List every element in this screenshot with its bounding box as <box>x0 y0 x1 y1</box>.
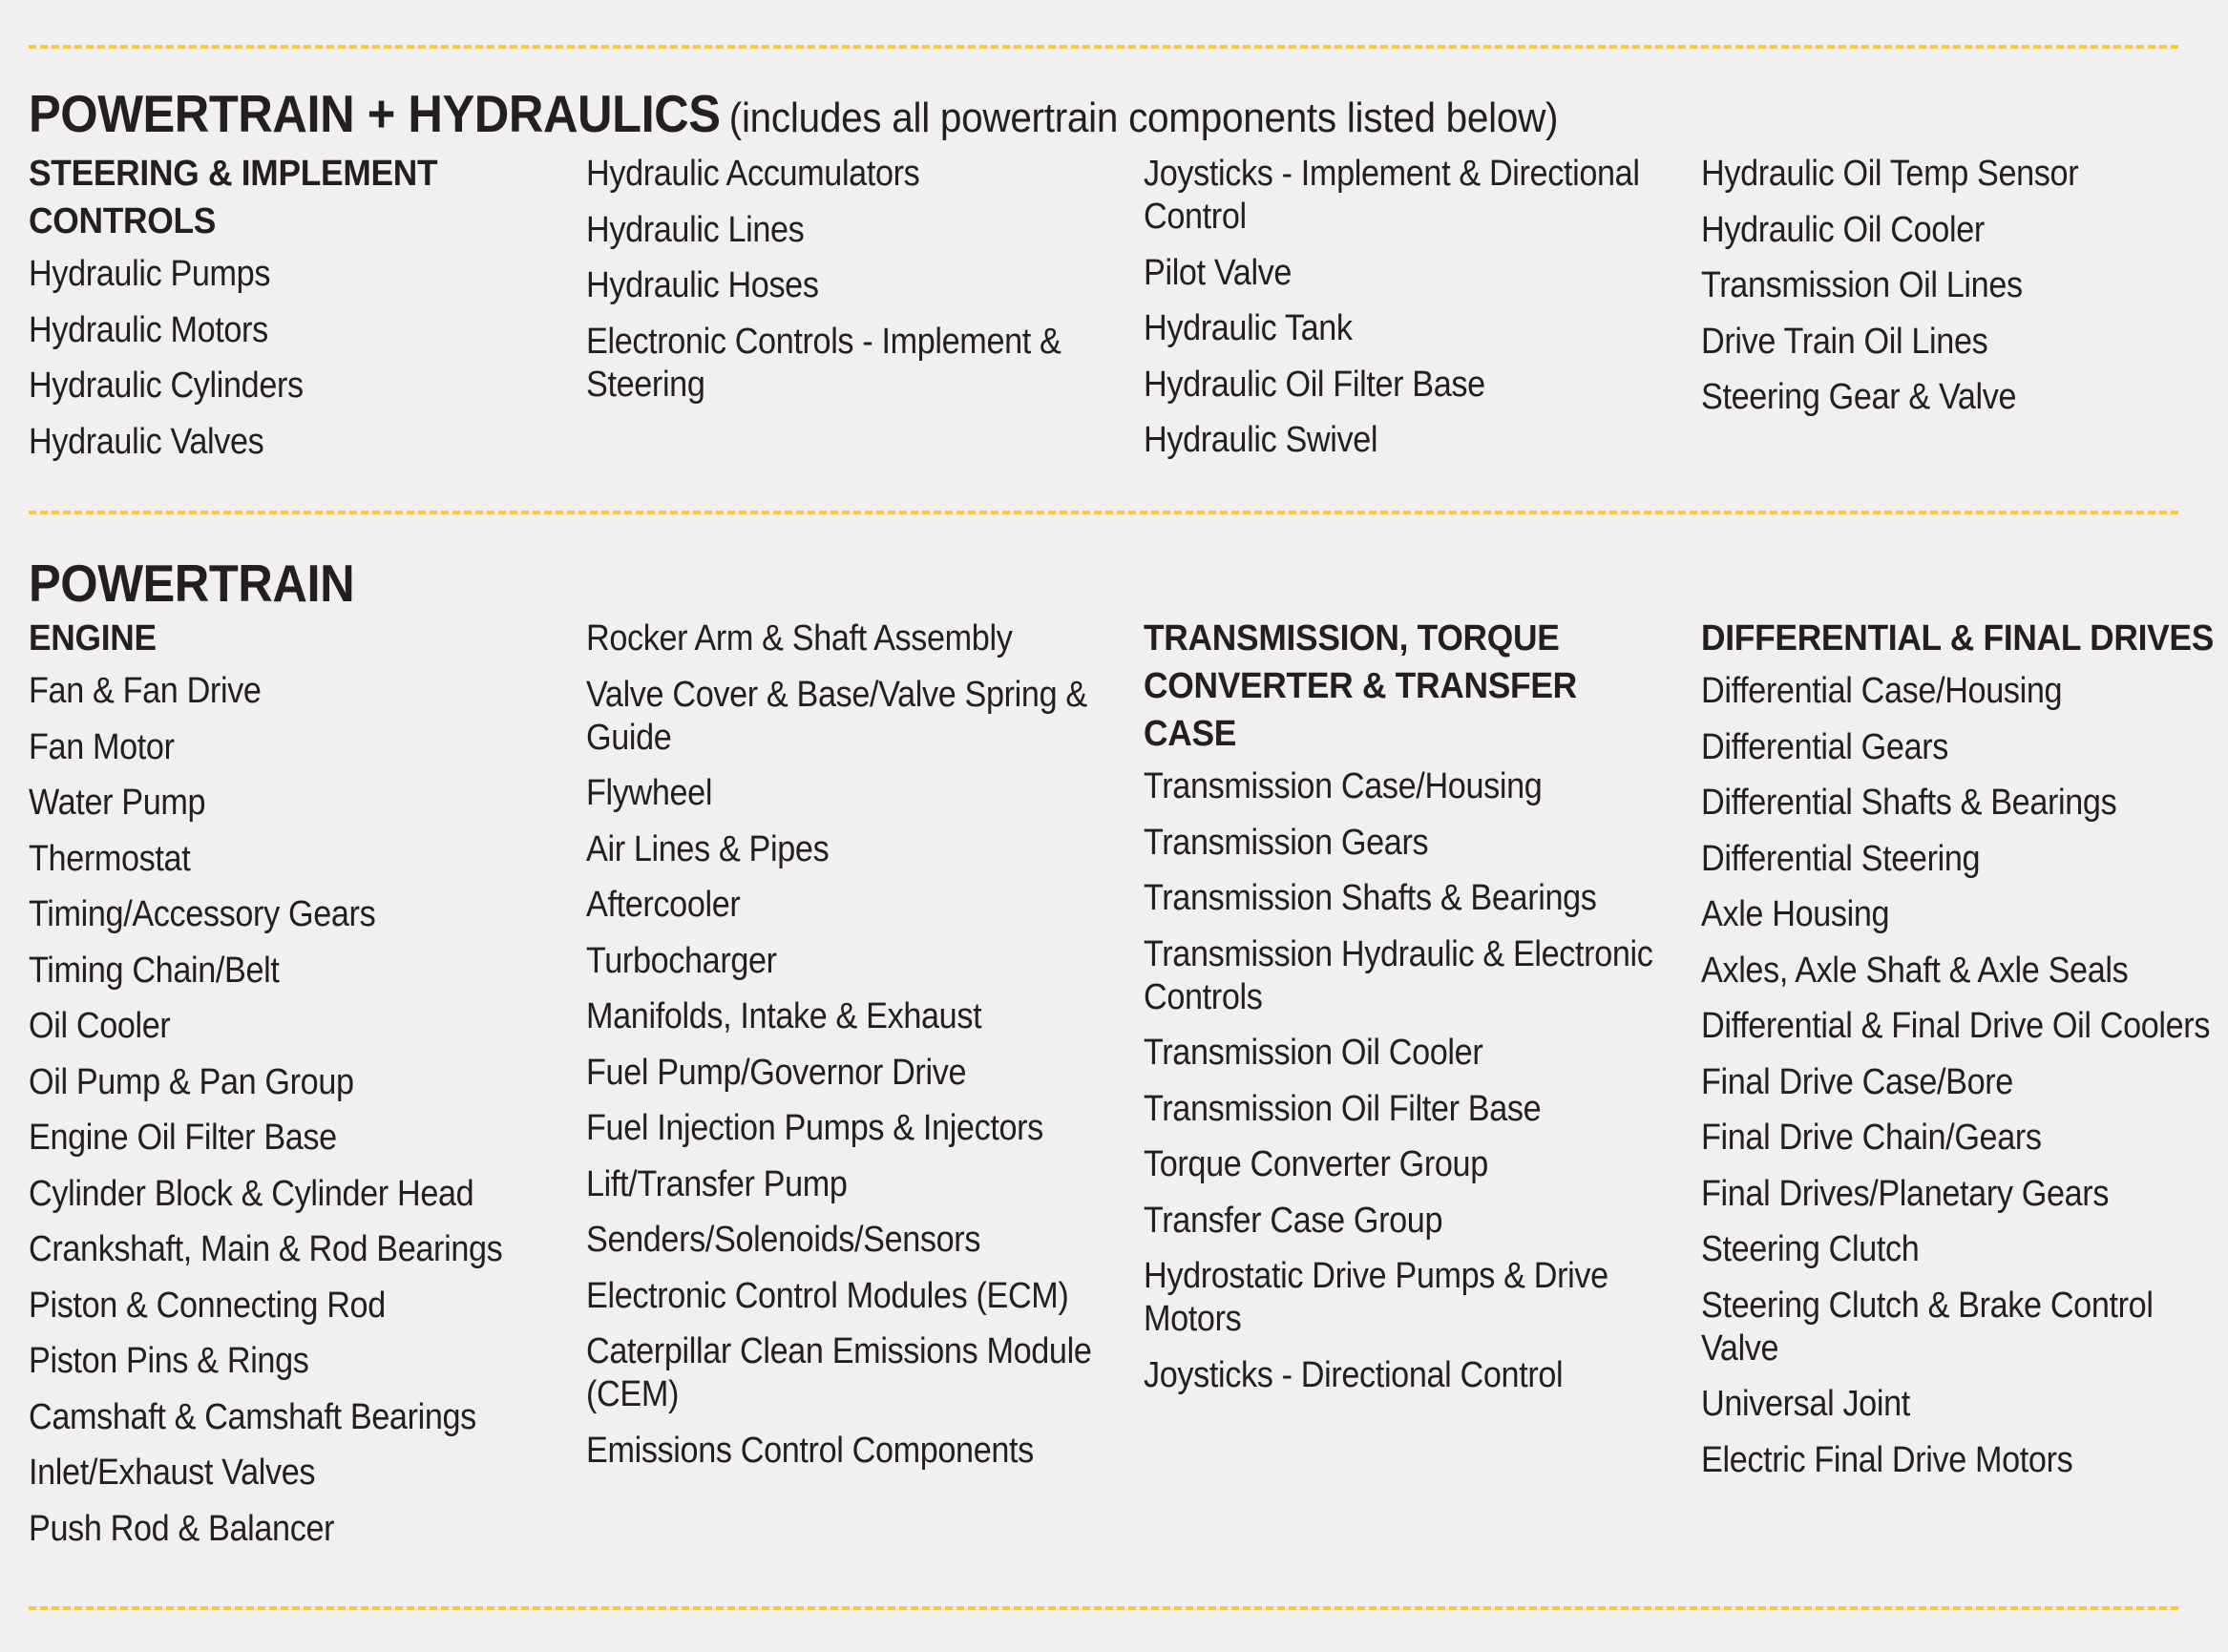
item-list <box>1144 153 1678 462</box>
item-list <box>29 253 563 464</box>
column-hydraulic-lines <box>586 150 1121 419</box>
list-item: Universal Joint <box>1701 1384 1910 1424</box>
list-item: Timing Chain/Belt <box>29 950 280 991</box>
list-item: Transmission Hydraulic & Electronic Controls <box>1144 933 1653 1017</box>
column-engine <box>29 615 563 1563</box>
list-item: Electronic Control Modules (ECM) <box>586 1275 1069 1316</box>
list-item: Flywheel <box>586 773 713 813</box>
divider-bottom <box>29 1606 2178 1610</box>
list-item: Transmission Gears <box>1144 822 1429 863</box>
list-item: Water Pump <box>29 783 206 823</box>
list-item: Lift/Transfer Pump <box>586 1163 848 1204</box>
list-item: Transmission Oil Cooler <box>1144 1033 1483 1073</box>
list-item: Hydraulic Motors <box>29 309 268 350</box>
list-item: Steering Clutch & Brake Control Valve <box>1701 1285 2154 1369</box>
divider-top <box>29 45 2178 49</box>
column-transmission <box>1144 615 1678 1410</box>
list-item: Manifolds, Intake & Exhaust <box>586 996 982 1036</box>
list-item: Hydraulic Tank <box>1144 308 1353 348</box>
section-powertrain-hydraulics <box>29 82 2224 462</box>
list-item: Hydraulic Lines <box>586 209 805 250</box>
list-item: Transmission Oil Lines <box>1701 265 2023 305</box>
list-item: Caterpillar Clean Emissions Module (CEM) <box>586 1331 1092 1414</box>
list-item: Timing/Accessory Gears <box>29 894 376 934</box>
list-item: Axle Housing <box>1701 894 1890 934</box>
list-item: Hydraulic Oil Cooler <box>1701 209 1985 250</box>
section-title-text: POWERTRAIN + HYDRAULICS <box>29 84 721 143</box>
list-item: Torque Converter Group <box>1144 1144 1488 1184</box>
list-item: Valve Cover & Base/Valve Spring & Guide <box>586 674 1087 758</box>
list-item: Piston Pins & Rings <box>29 1341 309 1381</box>
list-item: Fan & Fan Drive <box>29 671 262 711</box>
list-item: Hydraulic Swivel <box>1144 420 1378 460</box>
column-heading: STEERING & IMPLEMENT CONTROLS <box>29 154 438 241</box>
list-item: Final Drive Chain/Gears <box>1701 1118 2042 1158</box>
list-item: Hydraulic Oil Temp Sensor <box>1701 154 2079 194</box>
section-title <box>29 552 2049 615</box>
section-title-text: POWERTRAIN <box>29 554 355 613</box>
list-item: Hydraulic Hoses <box>586 265 819 305</box>
item-list <box>1701 153 2228 419</box>
list-item: Senders/Solenoids/Sensors <box>586 1220 981 1260</box>
list-item: Push Rod & Balancer <box>29 1508 335 1549</box>
list-item: Inlet/Exhaust Valves <box>29 1453 316 1493</box>
column-heading: DIFFERENTIAL & FINAL DRIVES <box>1701 618 2215 659</box>
column-heading: ENGINE <box>29 618 157 659</box>
list-item: Aftercooler <box>586 885 741 925</box>
list-item: Differential Gears <box>1701 726 1949 767</box>
list-item: Oil Pump & Pan Group <box>29 1061 354 1102</box>
list-item: Differential & Final Drive Oil Coolers <box>1701 1006 2211 1046</box>
list-item: Steering Gear & Valve <box>1701 377 2017 417</box>
list-item: Final Drive Case/Bore <box>1701 1061 2013 1102</box>
list-item: Fan Motor <box>29 726 175 767</box>
divider-middle <box>29 511 2178 514</box>
list-item: Fuel Pump/Governor Drive <box>586 1052 967 1093</box>
column-heading: TRANSMISSION, TORQUE CONVERTER & TRANSFER CASE <box>1144 618 1577 754</box>
list-item: Electric Final Drive Motors <box>1701 1439 2073 1480</box>
list-item: Steering Clutch <box>1701 1229 1920 1269</box>
list-item: Differential Case/Housing <box>1701 671 2063 711</box>
list-item: Camshaft & Camshaft Bearings <box>29 1396 476 1437</box>
list-item: Transfer Case Group <box>1144 1200 1443 1241</box>
list-item: Joysticks - Directional Control <box>1144 1354 1564 1395</box>
list-item: Transmission Oil Filter Base <box>1144 1088 1542 1129</box>
list-item: Engine Oil Filter Base <box>29 1118 337 1158</box>
list-item: Turbocharger <box>586 940 777 981</box>
list-item: Electronic Controls - Implement & Steering <box>586 321 1061 405</box>
list-item: Transmission Shafts & Bearings <box>1144 878 1597 918</box>
list-item: Cylinder Block & Cylinder Head <box>29 1173 474 1214</box>
list-item: Joysticks - Implement & Directional Control <box>1144 154 1640 237</box>
item-list <box>586 153 1121 407</box>
list-item: Oil Cooler <box>29 1006 171 1046</box>
section-title <box>29 82 2049 150</box>
list-item: Differential Shafts & Bearings <box>1701 783 2117 823</box>
list-item: Pilot Valve <box>1144 252 1293 293</box>
list-item: Piston & Connecting Rod <box>29 1285 386 1326</box>
list-item: Thermostat <box>29 838 191 879</box>
item-list <box>1701 670 2228 1482</box>
list-item: Hydraulic Accumulators <box>586 154 920 194</box>
column-hydraulic-oil <box>1701 150 2228 432</box>
list-item: Drive Train Oil Lines <box>1701 321 1988 362</box>
list-item: Hydraulic Valves <box>29 421 264 462</box>
list-item: Axles, Axle Shaft & Axle Seals <box>1701 950 2129 991</box>
list-item: Transmission Case/Housing <box>1144 766 1543 806</box>
column-engine-continued <box>586 615 1121 1485</box>
list-item: Air Lines & Pipes <box>586 828 830 869</box>
item-list <box>1144 765 1678 1397</box>
section-powertrain <box>29 552 2224 1549</box>
list-item: Rocker Arm & Shaft Assembly <box>586 618 1013 659</box>
item-list <box>586 617 1121 1473</box>
list-item: Differential Steering <box>1701 838 1981 879</box>
list-item: Hydraulic Pumps <box>29 254 271 294</box>
list-item: Crankshaft, Main & Rod Bearings <box>29 1229 503 1269</box>
list-item: Hydraulic Oil Filter Base <box>1144 364 1485 405</box>
section-subtitle: (includes all powertrain components listed below) <box>728 94 1559 141</box>
column-joysticks <box>1144 150 1678 475</box>
item-list <box>29 670 563 1551</box>
list-item: Hydraulic Cylinders <box>29 366 304 406</box>
list-item: Fuel Injection Pumps & Injectors <box>586 1108 1043 1148</box>
list-item: Hydrostatic Drive Pumps & Drive Motors <box>1144 1256 1608 1339</box>
column-differential <box>1701 615 2228 1495</box>
column-steering-implement <box>29 150 563 476</box>
list-item: Emissions Control Components <box>586 1430 1034 1471</box>
list-item: Final Drives/Planetary Gears <box>1701 1173 2110 1214</box>
